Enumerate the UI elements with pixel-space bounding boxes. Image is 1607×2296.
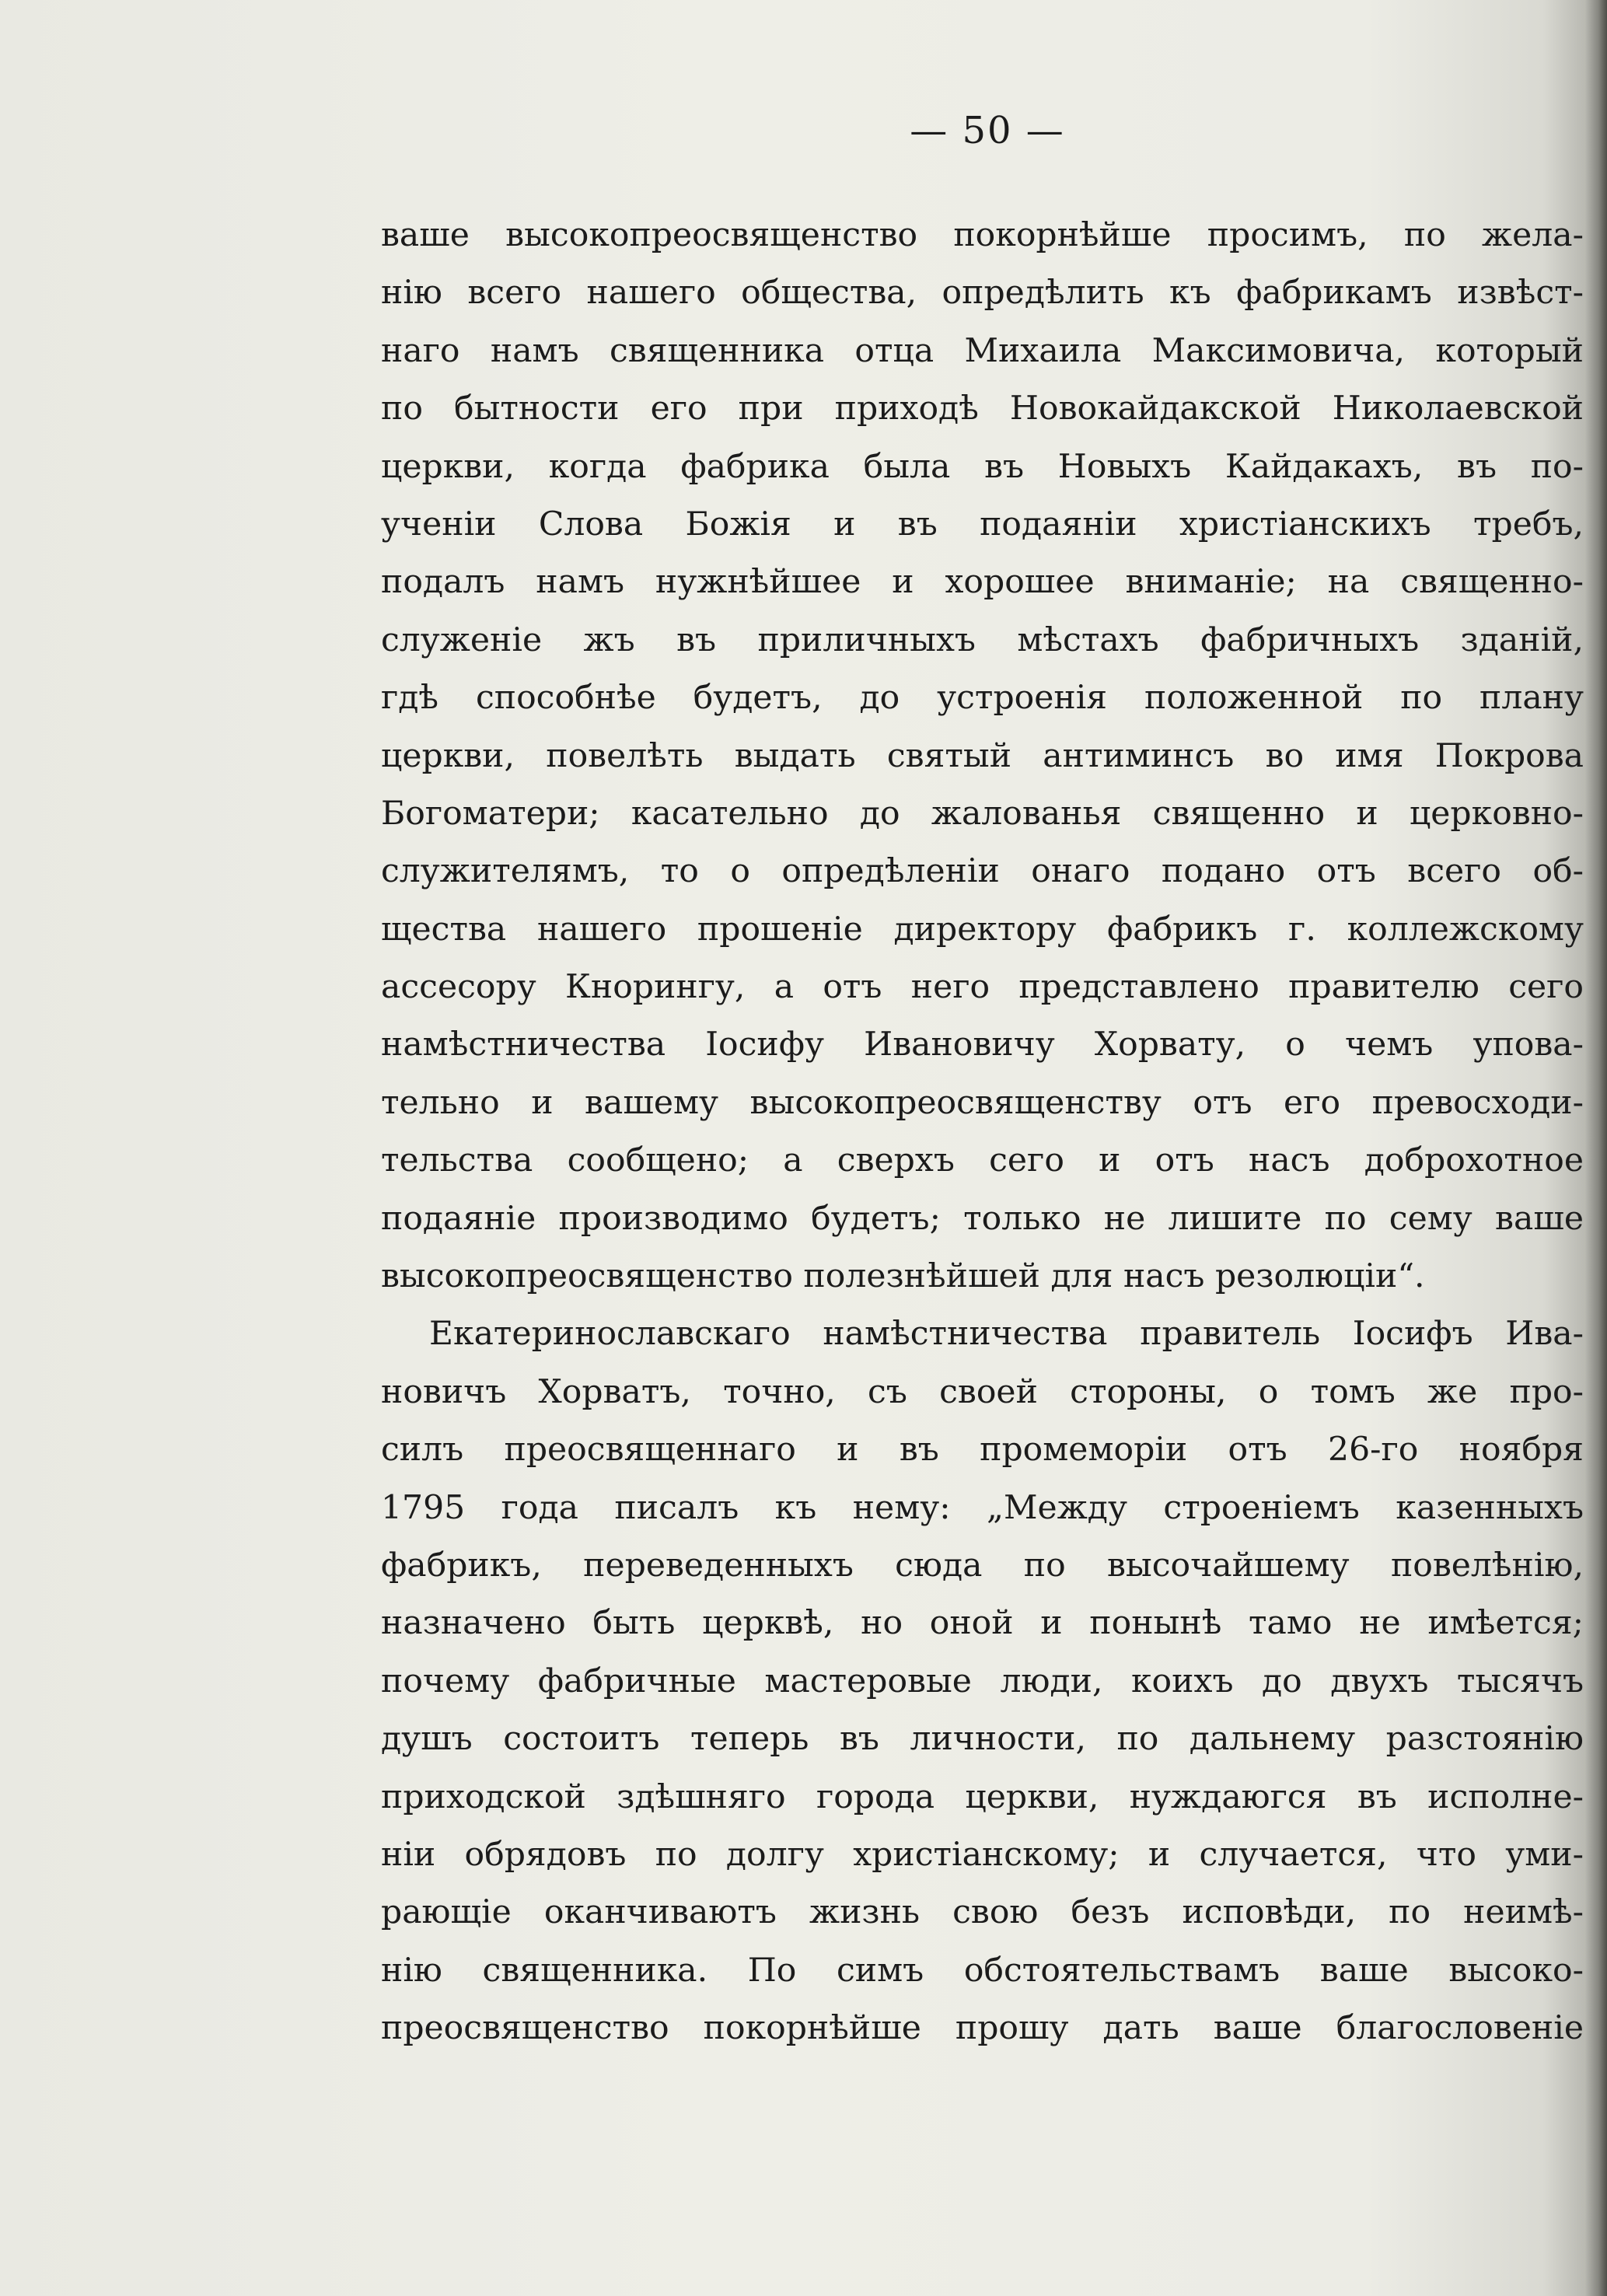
text-line: высокопреосвященство полезнѣйшей для насъ резолюціи“. xyxy=(381,1257,1425,1296)
text-line: подалъ намъ нужнѣйшее и хорошее вниманіе; на священно- xyxy=(381,563,1584,602)
text-line: тельства сообщено; а сверхъ сего и отъ насъ доброхотное xyxy=(381,1141,1584,1180)
text-line: рающіе оканчиваютъ жизнь свою безъ исповѣди, по неимѣ- xyxy=(381,1893,1584,1932)
text-line: Богоматери; касательно до жалованья священно и церковно- xyxy=(381,794,1584,833)
text-line: душъ состоитъ теперь въ личности, по дальнему разстоянію xyxy=(381,1720,1584,1759)
page-edge-shadow xyxy=(1585,0,1607,2296)
page-number: — 50 — xyxy=(910,109,1065,152)
text-line: нію всего нашего общества, опредѣлить къ фабрикамъ извѣст- xyxy=(381,274,1584,313)
text-line: церкви, повелѣть выдать святый антиминсъ во имя Покрова xyxy=(381,736,1584,775)
paragraph-first-line: Екатеринославскаго намѣстничества правитель Іосифъ Ива- xyxy=(429,1315,1584,1354)
text-line: служеніе жъ въ приличныхъ мѣстахъ фабричныхъ зданій, xyxy=(381,620,1584,659)
text-line: церкви, когда фабрика была въ Новыхъ Кайдакахъ, въ по- xyxy=(381,447,1584,486)
text-line: назначено быть церквѣ, но оной и понынѣ тамо не имѣется; xyxy=(381,1604,1584,1643)
body-text xyxy=(381,207,1584,2058)
text-line: почему фабричные мастеровые люди, коихъ до двухъ тысячъ xyxy=(381,1662,1584,1700)
text-line: намѣстничества Іосифу Ивановичу Хорвату, о чемъ упова- xyxy=(381,1026,1584,1064)
text-line: ассесору Кнорингу, а отъ него представлено правителю сего xyxy=(381,968,1584,1007)
text-line: гдѣ способнѣе будетъ, до устроенія положенной по плану xyxy=(381,679,1584,718)
text-line: фабрикъ, переведенныхъ сюда по высочайшему повелѣнію, xyxy=(381,1546,1584,1585)
text-line: преосвященство покорнѣйше прошу дать ваше благословеніе xyxy=(381,2009,1584,2048)
text-line: подаяніе производимо будетъ; только не лишите по сему ваше xyxy=(381,1199,1584,1238)
text-line: щества нашего прошеніе директору фабрикъ г. коллежскому xyxy=(381,910,1584,949)
text-line: новичъ Хорватъ, точно, съ своей стороны, о томъ же про- xyxy=(381,1372,1584,1411)
text-line: ученіи Слова Божія и въ подаяніи христіанскихъ требъ, xyxy=(381,505,1584,543)
text-line: служителямъ, то о опредѣленіи онаго подано отъ всего об- xyxy=(381,852,1584,891)
text-line: ваше высокопреосвященство покорнѣйше просимъ, по жела- xyxy=(381,216,1584,254)
text-line: наго намъ священника отца Михаила Максимовича, который xyxy=(381,331,1584,370)
text-line: силъ преосвященнаго и въ промеморіи отъ 26-го ноября xyxy=(381,1431,1584,1470)
text-line: по бытности его при приходѣ Новокайдакской Николаевской xyxy=(381,390,1584,428)
text-line: нію священника. По симъ обстоятельствамъ ваше высоко- xyxy=(381,1951,1584,1990)
text-line: ніи обрядовъ по долгу христіанскому; и случается, что уми- xyxy=(381,1835,1584,1874)
text-line: 1795 года писалъ къ нему: „Между строеніемъ казенныхъ xyxy=(381,1488,1584,1527)
text-line: тельно и вашему высокопреосвященству отъ его превосходи- xyxy=(381,1083,1584,1122)
text-line: приходской здѣшняго города церкви, нуждаюгся въ исполне- xyxy=(381,1777,1584,1816)
